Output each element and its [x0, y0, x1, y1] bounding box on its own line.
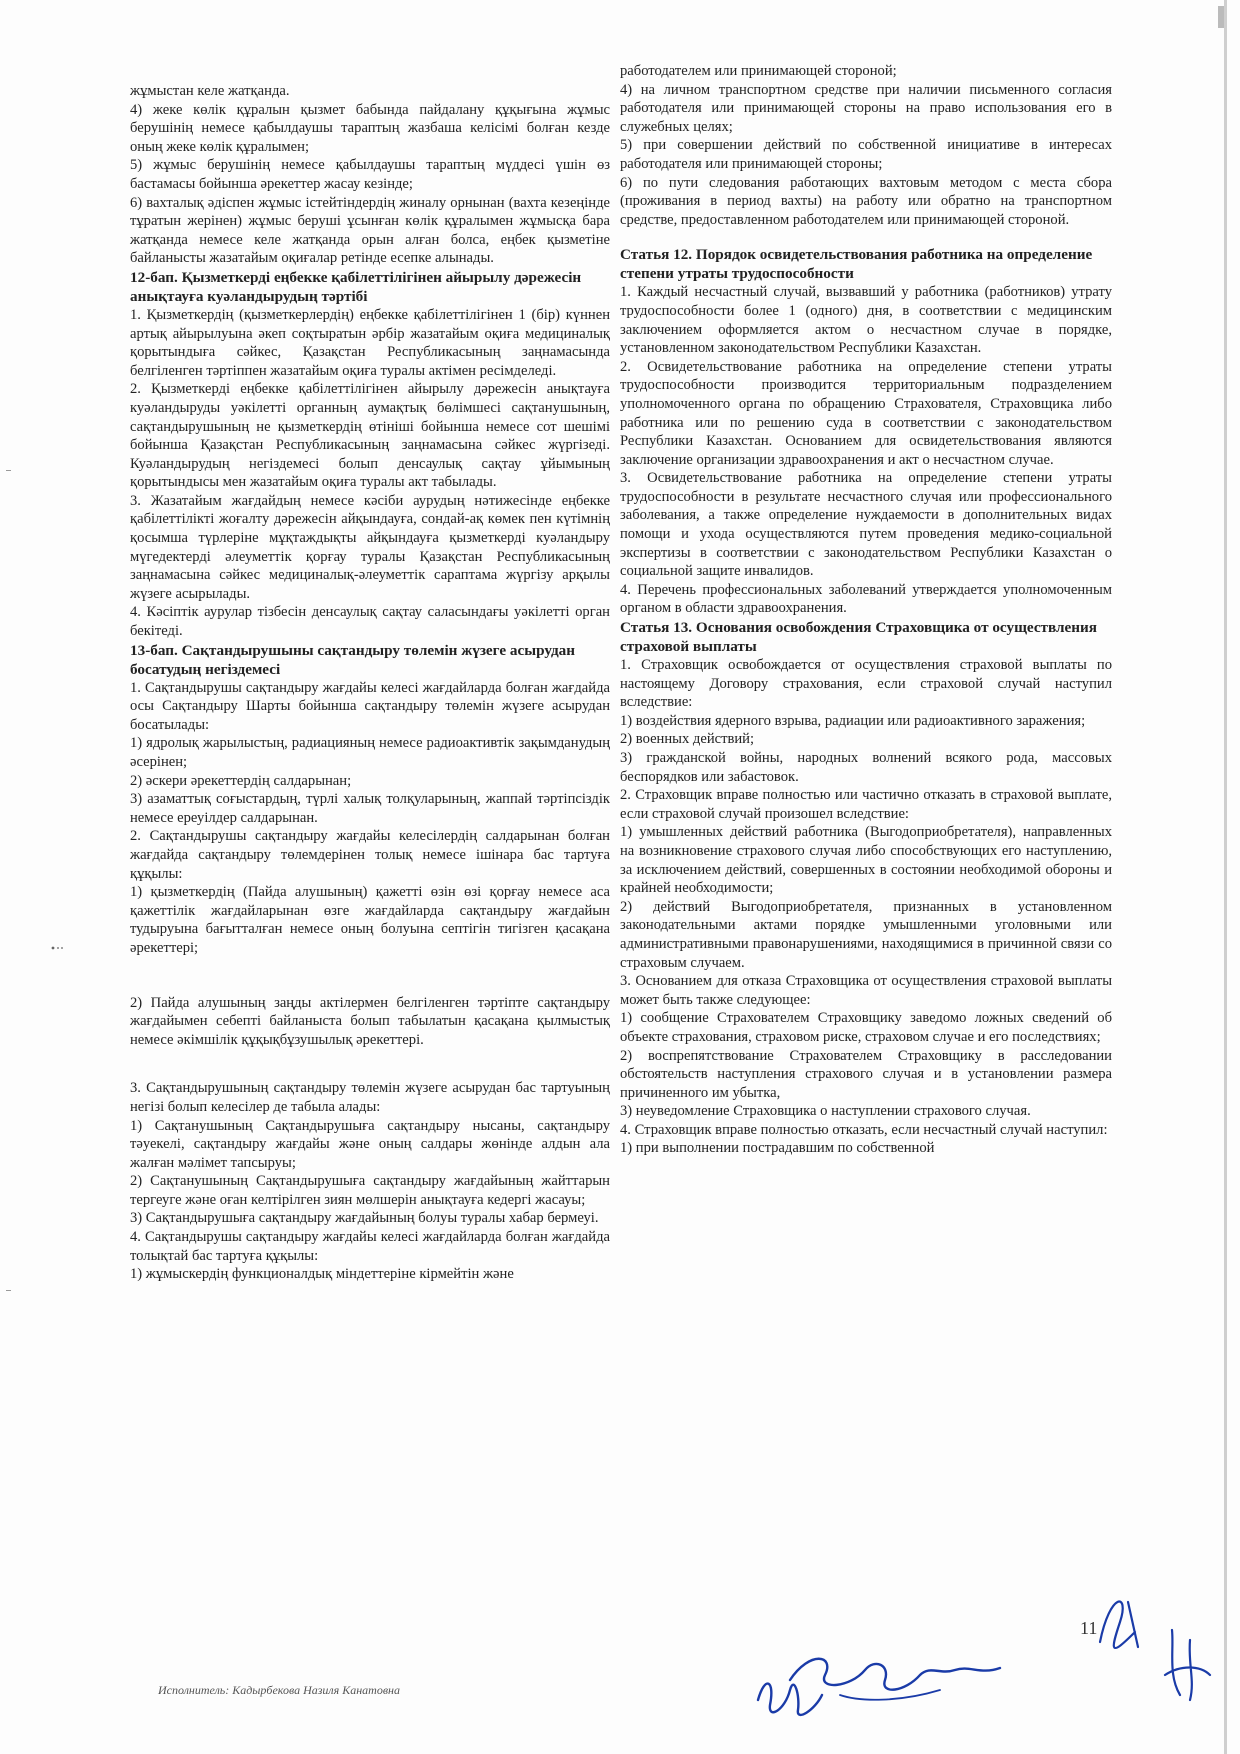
paragraph: 3) гражданской войны, народных волнений всякого рода, массовых беспорядков или забастовок.: [620, 750, 1112, 785]
paragraph: 1) жұмыскердің функционалдық міндеттеріне кірмейтін және: [130, 1266, 514, 1283]
paragraph: 2. Страховщик вправе полностью или частично отказать в страховой выплате, если страховой случай произошел вследствие:: [620, 787, 1112, 822]
paragraph: 1) ядролық жарылыстың, радиацияның немесе радиоактивтік зақымданудың әсерінен;: [130, 735, 610, 770]
paragraph: 3. Жазатайым жағдайдың немесе кәсіби аурудың нәтижесінде еңбекке қабілеттілікті жоғалту дәрежесін айқындауға, сондай-ақ көмек пен күтімнің қосымша түрлеріне мұқтаждықты айқындауға қызметкерді куәландыру мүгедектерді әлеуметтік қорғау туралы Қазақстан Республикасының заңнамасына сәйкес медициналық-әлеуметтік сараптама жүргізу арқылы жүзеге асырылады.: [130, 492, 610, 602]
scan-mark: [1218, 6, 1224, 28]
paragraph: работодателем или принимающей стороной;: [620, 63, 897, 79]
paragraph: 5) жұмыс берушінің немесе қабылдаушы тараптың мүддесі үшін өз бастамасы бойынша әрекеттер жасау кезінде;: [130, 157, 610, 192]
paragraph: 3. Сақтандырушының сақтандыру төлемін жүзеге асырудан бас тартуының негізі болып келесілер де табыла алады:: [130, 1080, 610, 1115]
paragraph: 1) воздействия ядерного взрыва, радиации или радиоактивного заражения;: [620, 712, 1086, 729]
article-12-title-ru: Статья 12. Порядок освидетельствования работника на определение степени утраты трудоспособности: [620, 246, 1093, 283]
paragraph: 3. Основанием для отказа Страховщика от осуществления страховой выплаты может быть также следующее:: [620, 973, 1112, 1008]
scan-edge: [1224, 0, 1227, 1754]
paragraph: 1) умышленных действий работника (Выгодоприобретателя), направленных на возникновение страхового случая либо способствующих его наступлению, за исключением действий, совершенных в состоянии необходимой обороны и крайней необходимости;: [620, 824, 1112, 897]
paragraph: 6) по пути следования работающих вахтовым методом с места сбора (проживания в период вахты) на работу или обратно на транспортном средстве, предоставленном работодателем или принимающей стороной.: [620, 174, 1112, 228]
paragraph: 4. Страховщик вправе полностью отказать, если несчастный случай наступил:: [620, 1121, 1108, 1138]
paragraph: 2. Сақтандырушы сақтандыру жағдайы келесілердің салдарынан болған жағдайда сақтандыру төлемдерінен толық немесе ішінара бас тартуға құқылы:: [130, 828, 610, 882]
paragraph: 2) Пайда алушының заңды актілермен белгіленген тәртіпте сақтандыру жағдайымен себепті байланыста болып табылатын қасақана қылмыстық немесе әкімшілік құқықбұзушылық әрекеттері.: [130, 994, 610, 1048]
paragraph: 2) Сақтанушының Сақтандырушыға сақтандыру жағдайының жайттарын тергеуге және оған келтірілген зиян мөлшерін анықтауға кедергі жасауы;: [130, 1173, 610, 1208]
paragraph: 6) вахталық әдіспен жұмыс істейтіндердің жиналу орнынан (вахта кезеңінде тұратын жерінен) жұмыс беруші ұсынған көлік құралымен жұмысқа бара жатқанда немесе келе жатқанда орын алған болса, еңбек қызметіне байланысты жазатайым оқиғалар ретінде есепке алынады.: [130, 194, 610, 267]
paragraph: 3) азаматтық соғыстардың, түрлі халық толқуларының, жаппай тәртіпсіздік немесе ереуілдер салдарынан.: [130, 791, 610, 826]
article-12-title-kz: 12-бап. Қызметкерді еңбекке қабілеттілігінен айырылу дәрежесін анықтауға куәландырудың тәртібі: [130, 268, 582, 305]
paragraph: 5) при совершении действий по собственной инициативе в интересах работодателя или принимающей стороны;: [620, 137, 1112, 172]
paragraph: 3. Освидетельствование работника на определение степени утраты трудоспособности в результате несчастного случая или профессионального заболевания, а также определение нуждаемости в дополнительных видах помощи и ухода осуществляются путем проведения медико-социальной экспертизы в соответствии с законодательством Республики Казахстан о социальной защите инвалидов.: [620, 470, 1112, 580]
paragraph: 1. Сақтандырушы сақтандыру жағдайы келесі жағдайларда болған жағдайда осы Сақтандыру Шарты бойынша сақтандыру төлемін жүзеге асырудан босатылады:: [130, 679, 610, 733]
paragraph: 1) Сақтанушының Сақтандырушыға сақтандыру нысаны, сақтандыру тәуекелі, сақтандыру жағдайы және оның салдары жөнінде алдын ала жалған мәлімет тапсыруы;: [130, 1117, 610, 1171]
paragraph: 2) действий Выгодоприобретателя, признанных в установленном законодательными актами порядке умышленными уголовными или административными правонарушениями, находящимися в причинной связи со страховым случаем.: [620, 898, 1112, 971]
paragraph: 2. Освидетельствование работника на определение степени утраты трудоспособности производится территориальным подразделением уполномоченного органа по обращению Страхователя, Страховщика либо работника или по решению суда в соответствии с законодательством Республики Казахстан. Основанием для освидетельствования являются заключение организации здравоохранения и акт о несчастном случае.: [620, 358, 1112, 468]
paragraph: 2) военных действий;: [620, 731, 755, 748]
paragraph: 2) воспрепятствование Страхователем Страховщику в расследовании обстоятельств наступления страхового случая и в установлении размера причиненного им убытка,: [620, 1047, 1112, 1101]
page-number: 11: [1080, 1618, 1098, 1638]
paragraph: жұмыстан келе жатқанда.: [130, 83, 290, 99]
left-column: [130, 82, 610, 1284]
margin-mark: [50, 945, 64, 951]
signature-mark: [1160, 1620, 1215, 1710]
article-13-title-ru: Статья 13. Основания освобождения Страховщика от осуществления страховой выплаты: [620, 619, 1097, 656]
paragraph: 4. Перечень профессиональных заболеваний утверждается уполномоченным органом в области здравоохранения.: [620, 581, 1112, 617]
right-column: [620, 62, 1112, 1158]
paragraph: 1. Страховщик освобождается от осуществления страховой выплаты по настоящему Договору страхования, если страховой случай наступил вследствие:: [620, 657, 1112, 711]
paragraph: 1) қызметкердің (Пайда алушының) қажетті өзін өзі қорғау немесе аса қажеттілік жағдайларынан өзге жағдайларда сақтандыру жағдайын тудыруына бағытталған немесе оның болуына септігін тигізген қасақана әрекеттері;: [130, 884, 610, 956]
paragraph: 2. Қызметкерді еңбекке қабілеттілігінен айырылу дәрежесін анықтауға куәландыруды уәкілетті органның аумақтық бөлімшесі сақтанушының, сақтандырушының не қызметкердің өтініші бойынша немесе сот шешімі бойынша Қазақстан Республикасының заңнамасына сәйкес жүргізеді. Куәландырудың негіздемесі болып денсаулық сақтау ұйымының қорытындысы мен жазатайым оқиға туралы акт табылады.: [130, 381, 610, 491]
paragraph: 4) жеке көлік құралын қызмет бабында пайдалану құқығына жұмыс берушінің немесе қабылдаушы тараптың жазбаша келісімі болған кезде оның жеке көлік құралымен;: [130, 101, 610, 155]
paragraph: 4) на личном транспортном средстве при наличии письменного согласия работодателя или принимающей стороны на право использования его в служебных целях;: [620, 81, 1112, 135]
paragraph: 3) Сақтандырушыға сақтандыру жағдайының болуы туралы хабар бермеуі.: [130, 1210, 599, 1227]
article-13-title-kz: 13-бап. Сақтандырушыны сақтандыру төлемін жүзеге асырудан босатудың негіздемесі: [130, 641, 575, 678]
paragraph: 1. Қызметкердің (қызметкерлердің) еңбекке қабілеттілігінен 1 (бір) күннен артық айырылуына әкеп соқтыратын әрбір жазатайым оқиға медициналық қорытындыға сәйкес, Қазақстан Республикасының заңнамасында белгіленген тәртіппен жазатайым оқиға туралы актімен ресімделеді.: [130, 306, 610, 379]
paragraph: 1) при выполнении пострадавшим по собственной: [620, 1140, 935, 1157]
paragraph: 2) әскери әрекеттердің салдарынан;: [130, 772, 352, 789]
paragraph: 4. Сақтандырушы сақтандыру жағдайы келесі жағдайларда болған жағдайда толықтай бас тартуға құқылы:: [130, 1229, 610, 1264]
paragraph: 1) сообщение Страхователем Страховщику заведомо ложных сведений об объекте страхования, страховом риске, страховом случае и его последствиях;: [620, 1010, 1112, 1045]
margin-tick: [6, 470, 11, 471]
paragraph: 3) неуведомление Страховщика о наступлении страхового случая.: [620, 1103, 1031, 1120]
paragraph: 4. Кәсіптік аурулар тізбесін денсаулық сақтау саласындағы уәкілетті орган бекітеді.: [130, 604, 610, 640]
footer-executor: Исполнитель: Кадырбекова Назиля Канатовна: [158, 1683, 400, 1697]
margin-tick: [6, 1290, 11, 1291]
paragraph: 1. Каждый несчастный случай, вызвавший у работника (работников) утрату трудоспособности более 1 (одного) дня, в соответствии с медицинским заключением оформляется актом о несчастном случае в порядке, установленном законодательством Республики Казахстан.: [620, 284, 1112, 357]
signature-mark: [750, 1660, 830, 1730]
signature-mark: [1090, 1582, 1150, 1662]
